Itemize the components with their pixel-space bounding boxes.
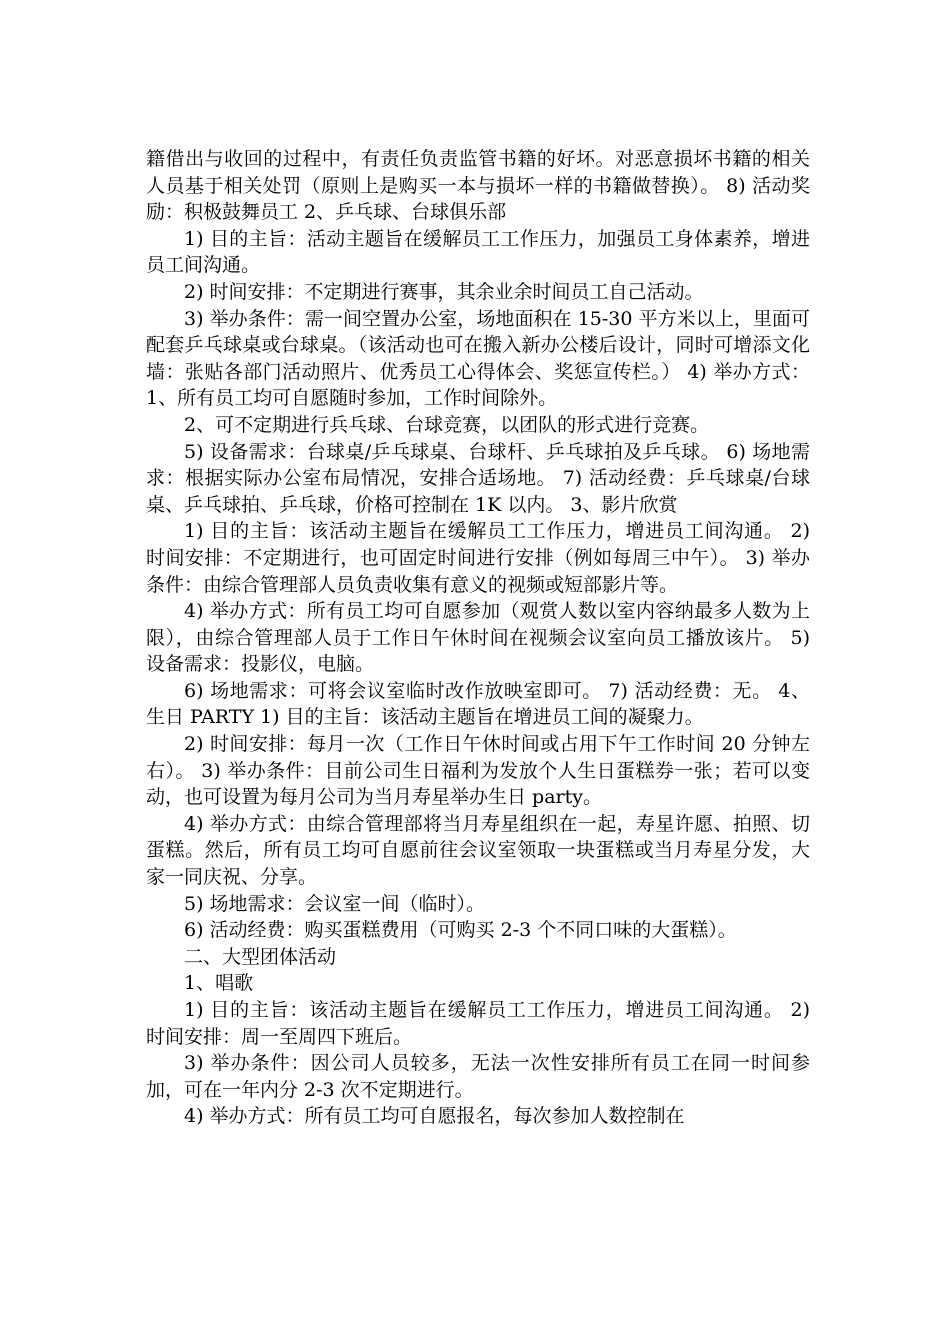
subsection-heading: 1、唱歌 — [184, 972, 254, 995]
paragraph: 6) 活动经费：购买蛋糕费用（可购买 2-3 个不同口味的大蛋糕）。 — [184, 919, 737, 942]
paragraph: 1) 目的主旨：该活动主题旨在缓解员工工作压力，增进员工间沟通。 2) 时间安排：不定期进行，也可固定时间进行安排（例如每周三中午）。 3) 举办条件：由综合管理部人员负责收集有意义的视频或短部影片等。 — [146, 520, 810, 596]
section-heading: 二、大型团体活动 — [184, 945, 337, 968]
paragraph: 籍借出与收回的过程中，有责任负责监管书籍的好坏。对恶意损坏书籍的相关人员基于相关处罚（原则上是购买一本与损坏一样的书籍做替换）。 8) 活动奖励：积极鼓舞员工 2、乒乓球、台球俱乐部 — [146, 148, 810, 224]
paragraph: 2) 时间安排：不定期进行赛事，其余业余时间员工自己活动。 — [184, 280, 704, 303]
paragraph: 6) 场地需求：可将会议室临时改作放映室即可。 7) 活动经费：无。 4、生日 PARTY 1) 目的主旨：该活动主题旨在增进员工间的凝聚力。 — [146, 679, 810, 729]
paragraph: 5) 场地需求：会议室一间（临时）。 — [184, 892, 486, 915]
paragraph: 4) 举办方式：所有员工均可自愿报名，每次参加人数控制在 — [184, 1105, 685, 1128]
paragraph: 5) 设备需求：台球桌/乒乓球桌、台球杆、乒乓球拍及乒乓球。 6) 场地需求：根据实际办公室布局情况，安排合适场地。 7) 活动经费：乒乓球桌/台球桌、乒乓球拍、乒乓球，价格可控制在 1K 以内。 3、影片欣赏 — [146, 440, 810, 516]
paragraph: 3) 举办条件：因公司人员较多，无法一次性安排所有员工在同一时间参加，可在一年内分 2-3 次不定期进行。 — [146, 1052, 810, 1101]
paragraph: 3) 举办条件：需一间空置办公室，场地面积在 15-30 平方米以上，里面可配套乒乓球桌或台球桌。（该活动也可在搬入新办公楼后设计，同时可增添文化墙：张贴各部门活动照片、优秀员工心得体会、奖惩宣传栏。） 4) 举办方式：1、所有员工均可自愿随时参加，工作时间除外。 — [146, 307, 810, 410]
paragraph: 1) 目的主旨：活动主题旨在缓解员工工作压力，加强员工身体素养，增进员工间沟通。 — [146, 227, 810, 277]
paragraph: 4) 举办方式：所有员工均可自愿参加（观赏人数以室内容纳最多人数为上限），由综合管理部人员于工作日午休时间在视频会议室向员工播放该片。 5) 设备需求：投影仪，电脑。 — [146, 600, 810, 676]
paragraph: 2、可不定期进行兵乓球、台球竞赛，以团队的形式进行竞赛。 — [184, 413, 710, 436]
document-body — [146, 146, 810, 1130]
paragraph: 2) 时间安排：每月一次（工作日午休时间或占用下午工作时间 20 分钟左右）。 3) 举办条件：目前公司生日福利为发放个人生日蛋糕券一张；若可以变动，也可设置为每月公司为当月寿星举办生日 party。 — [146, 733, 810, 809]
paragraph: 4) 举办方式：由综合管理部将当月寿星组织在一起，寿星许愿、拍照、切蛋糕。然后，所有员工均可自愿前往会议室领取一块蛋糕或当月寿星分发，大家一同庆祝、分享。 — [146, 812, 810, 889]
paragraph: 1) 目的主旨：该活动主题旨在缓解员工工作压力，增进员工间沟通。 2) 时间安排：周一至周四下班后。 — [146, 999, 810, 1048]
